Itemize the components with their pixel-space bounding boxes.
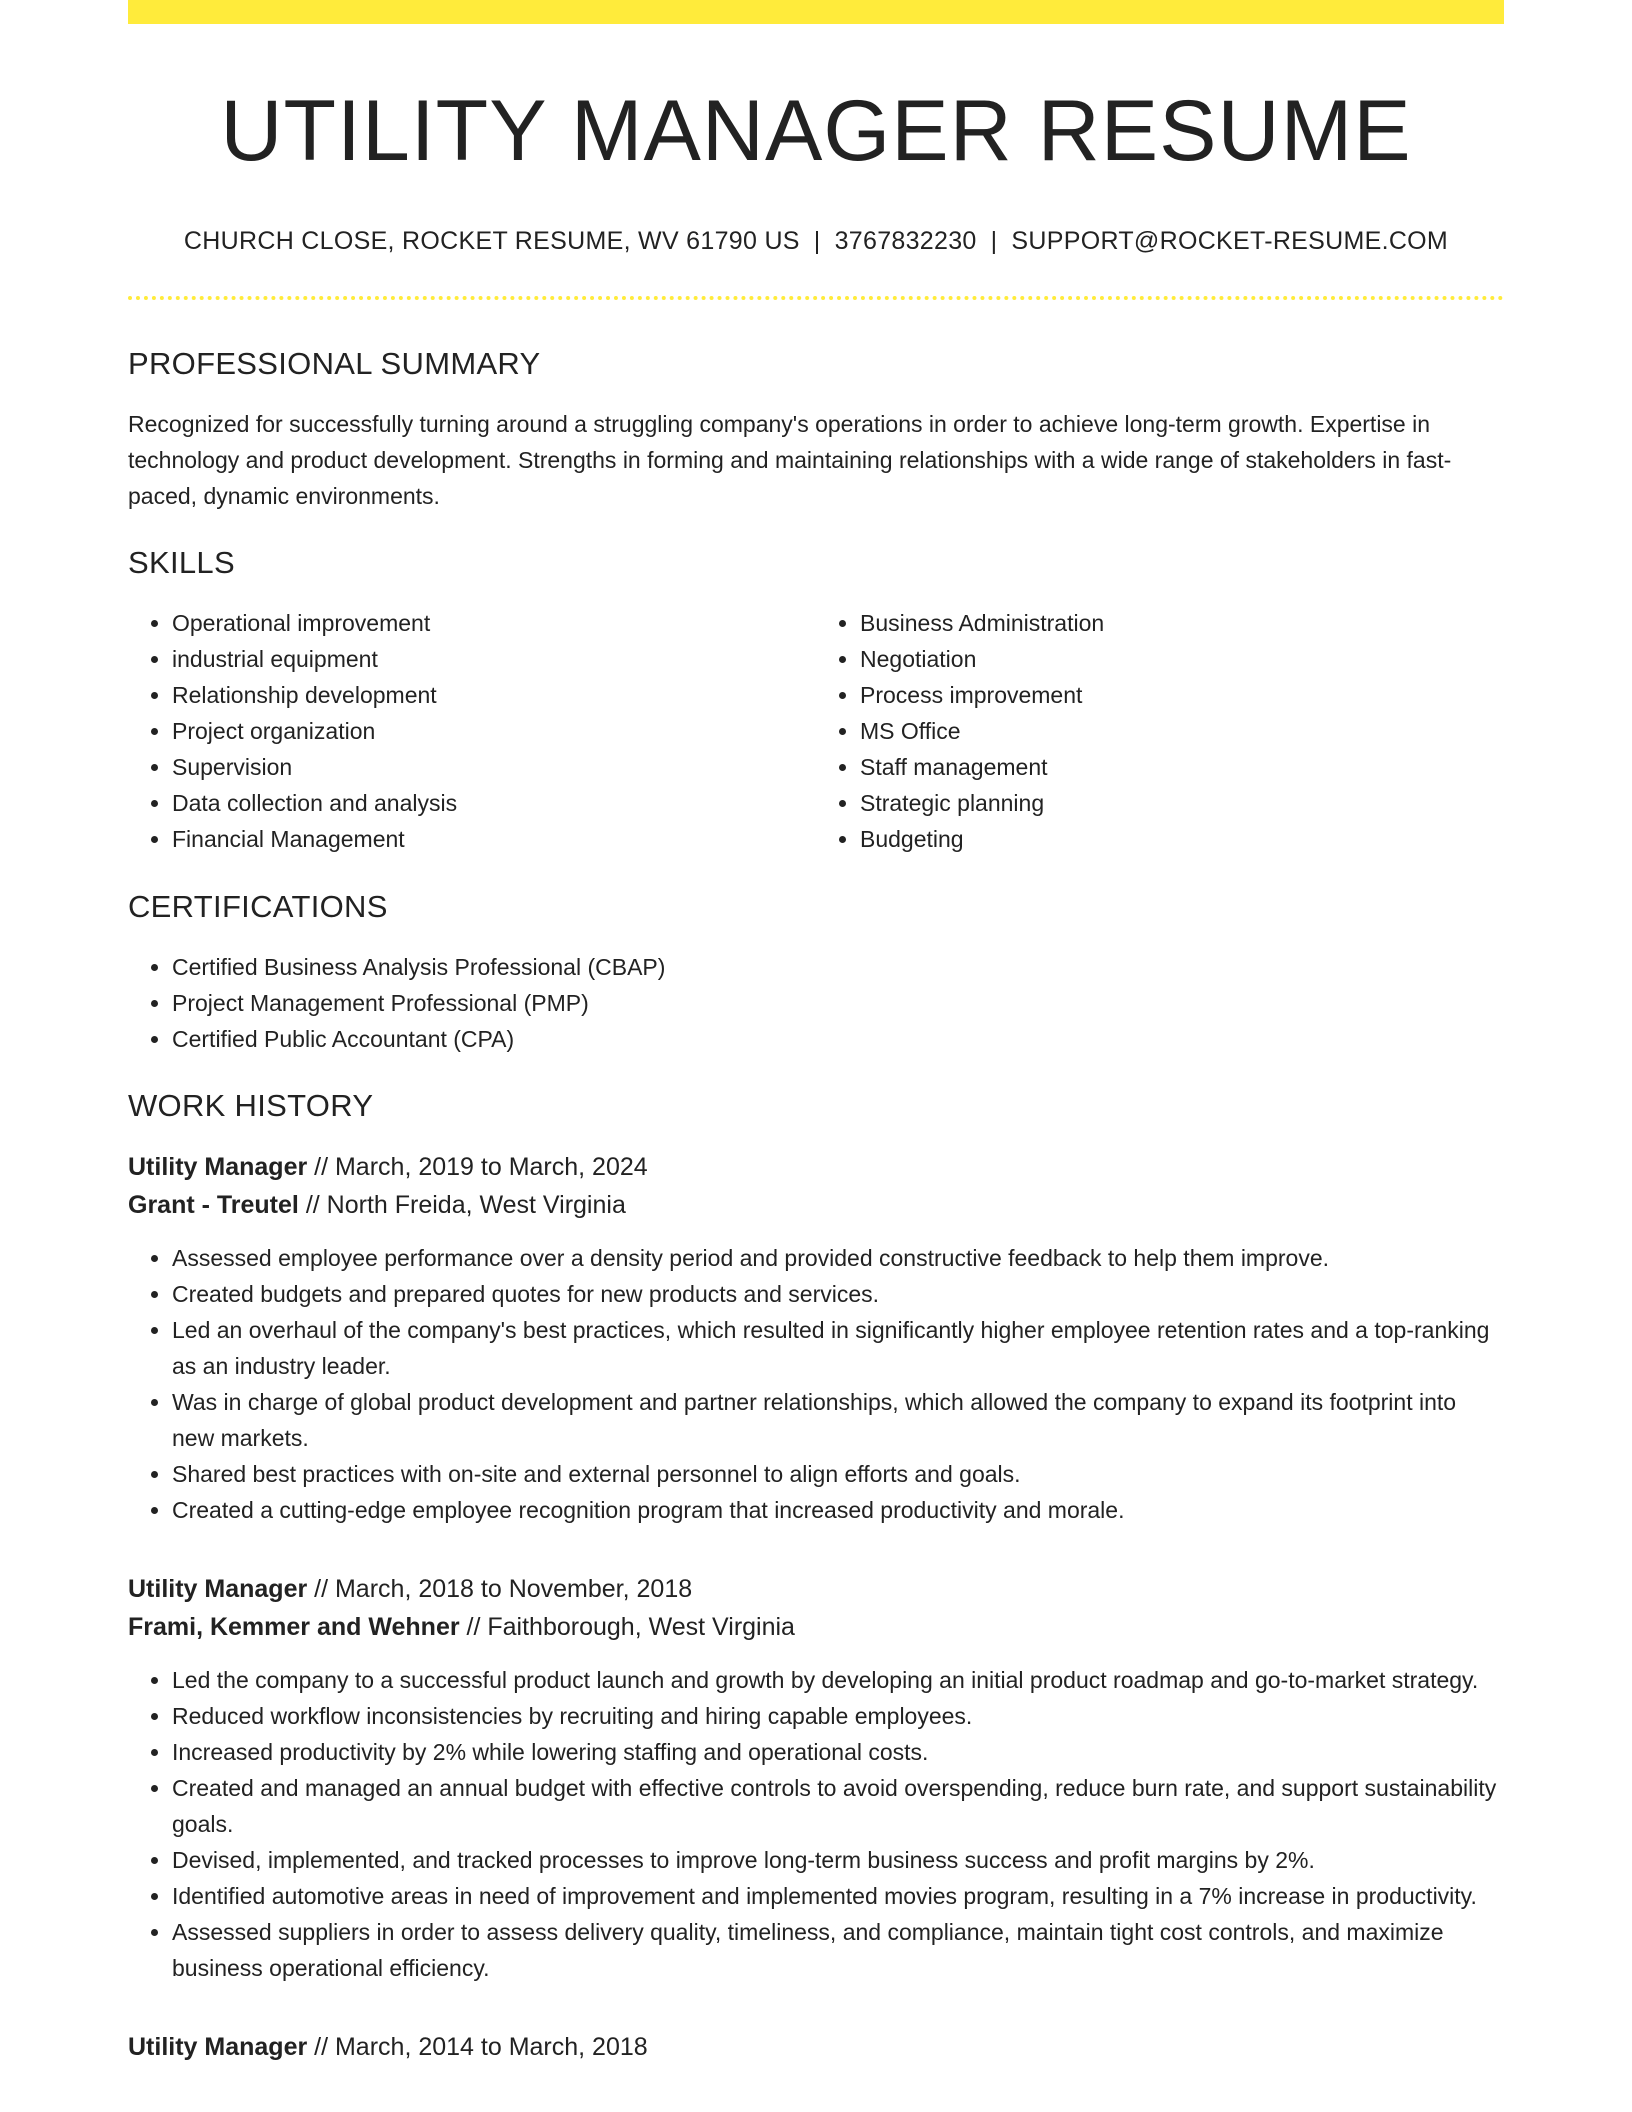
- job-title-line: [128, 1570, 1504, 1608]
- job-bullet: • Was in charge of global product development and partner relationships, which allowed the company to expand its footprint into new markets.: [172, 1384, 1504, 1456]
- job-entry: [128, 1148, 1504, 1528]
- skill-item: • MS Office: [860, 713, 1504, 749]
- skill-item: • Negotiation: [860, 641, 1504, 677]
- contact-address: CHURCH CLOSE, ROCKET RESUME, WV 61790 US: [183, 227, 800, 256]
- skills-section: [128, 545, 1504, 857]
- certification-item: • Project Management Professional (PMP): [172, 985, 1504, 1021]
- job-bullet: • Led the company to a successful product launch and growth by developing an initial product roadmap and go-to-market strategy.: [172, 1662, 1504, 1698]
- job-bullet: • Created budgets and prepared quotes for new products and services.: [172, 1276, 1504, 1312]
- summary-section: [128, 346, 1504, 514]
- job-dates: // March, 2019 to March, 2024: [307, 1153, 648, 1182]
- job-title: Utility Manager: [128, 2033, 308, 2062]
- job-dates: // March, 2014 to March, 2018: [307, 2033, 648, 2062]
- job-entry: [128, 1570, 1504, 1986]
- job-title-line: [128, 2028, 1504, 2066]
- job-bullet: • Created and managed an annual budget with effective controls to avoid overspending, reduce burn rate, and support sustainability goals.: [172, 1770, 1504, 1842]
- job-company-line: [128, 1608, 1504, 1646]
- skills-list-right: [816, 605, 1504, 857]
- skill-item: • Project organization: [172, 713, 816, 749]
- skill-item: • Operational improvement: [172, 605, 816, 641]
- job-bullet: • Identified automotive areas in need of improvement and implemented movies program, resulting in a 7% increase in productivity.: [172, 1878, 1504, 1914]
- certifications-section: [128, 889, 1504, 1057]
- contact-email[interactable]: SUPPORT@ROCKET-RESUME.COM: [1011, 227, 1449, 256]
- work-history-section: [128, 1088, 1504, 2066]
- skill-item: • Strategic planning: [860, 785, 1504, 821]
- job-location: // Faithborough, West Virginia: [459, 1613, 795, 1642]
- job-bullet: • Reduced workflow inconsistencies by recruiting and hiring capable employees.: [172, 1698, 1504, 1734]
- skill-item: • Staff management: [860, 749, 1504, 785]
- resume-title: UTILITY MANAGER RESUME: [220, 83, 1412, 179]
- job-company: Frami, Kemmer and Wehner: [128, 1613, 460, 1642]
- skills-columns: [128, 605, 1504, 857]
- skill-item: • Business Administration: [860, 605, 1504, 641]
- job-bullet: • Led an overhaul of the company's best practices, which resulted in significantly higher employee retention rates and a top-ranking as an industry leader.: [172, 1312, 1504, 1384]
- contact-line: [128, 227, 1504, 256]
- summary-text: Recognized for successfully turning around a struggling company's operations in order to achieve long-term growth. Expertise in technology and product development. Strengths in forming and maintaining relationships with a wide range of stakeholders in fast-paced, dynamic environments.: [128, 411, 1452, 510]
- section-heading: PROFESSIONAL SUMMARY: [128, 346, 541, 382]
- section-heading: SKILLS: [128, 545, 235, 581]
- skill-item: • Budgeting: [860, 821, 1504, 857]
- skill-item: • Relationship development: [172, 677, 816, 713]
- job-bullet: • Created a cutting-edge employee recognition program that increased productivity and morale.: [172, 1492, 1504, 1528]
- job-bullets: [128, 1240, 1504, 1528]
- skill-item: • Data collection and analysis: [172, 785, 816, 821]
- job-bullet: • Assessed suppliers in order to assess delivery quality, timeliness, and compliance, maintain tight cost controls, and maximize business operational efficiency.: [172, 1914, 1504, 1986]
- contact-separator: |: [813, 227, 821, 256]
- certifications-list: [128, 949, 1504, 1057]
- job-location: // North Freida, West Virginia: [298, 1191, 626, 1220]
- resume-page: [128, 0, 1504, 2066]
- skill-item: • industrial equipment: [172, 641, 816, 677]
- section-heading: WORK HISTORY: [128, 1088, 374, 1124]
- job-bullet: • Devised, implemented, and tracked processes to improve long-term business success and profit margins by 2%.: [172, 1842, 1504, 1878]
- skill-item: • Financial Management: [172, 821, 816, 857]
- accent-bar: [128, 0, 1504, 24]
- job-title: Utility Manager: [128, 1153, 308, 1182]
- skill-item: • Process improvement: [860, 677, 1504, 713]
- section-heading: CERTIFICATIONS: [128, 889, 388, 925]
- job-bullet: • Assessed employee performance over a density period and provided constructive feedback to help them improve.: [172, 1240, 1504, 1276]
- job-bullet: • Increased productivity by 2% while lowering staffing and operational costs.: [172, 1734, 1504, 1770]
- skills-list-left: [128, 605, 816, 857]
- contact-phone: 3767832230: [834, 227, 977, 256]
- dotted-divider: [128, 296, 1504, 300]
- job-dates: // March, 2018 to November, 2018: [307, 1575, 693, 1604]
- job-company: Grant - Treutel: [128, 1191, 299, 1220]
- certification-item: • Certified Public Accountant (CPA): [172, 1021, 1504, 1057]
- job-bullet: • Shared best practices with on-site and external personnel to align efforts and goals.: [172, 1456, 1504, 1492]
- job-company-line: [128, 1186, 1504, 1224]
- job-bullets: [128, 1662, 1504, 1986]
- skill-item: • Supervision: [172, 749, 816, 785]
- job-entry: [128, 2028, 1504, 2066]
- job-title-line: [128, 1148, 1504, 1186]
- job-title: Utility Manager: [128, 1575, 308, 1604]
- certification-item: • Certified Business Analysis Professional (CBAP): [172, 949, 1504, 985]
- contact-separator: |: [990, 227, 998, 256]
